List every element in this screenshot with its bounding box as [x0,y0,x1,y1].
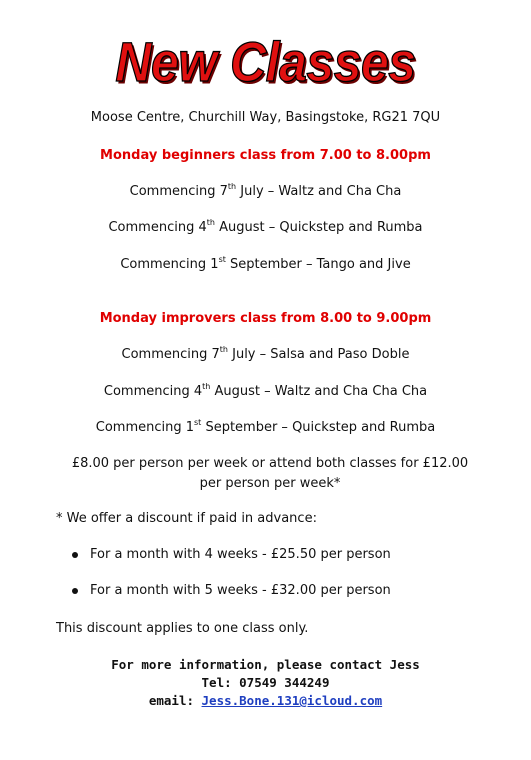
tel-number: 07549 344249 [239,675,330,690]
improvers-session-1: Commencing 7th July – Salsa and Paso Doble [121,344,410,362]
email-link[interactable]: Jess.Bone.131@icloud.com [201,693,383,708]
beginners-session-1: Commencing 7th July – Waltz and Cha Cha [129,181,402,199]
beginners-session-2: Commencing 4th August – Quickstep and Rumba [108,217,423,235]
flyer-title: New Classes [115,30,416,94]
discount-intro: * We offer a discount if paid in advance: [56,511,317,526]
discount-option-1: For a month with 4 weeks - £25.50 per person [90,547,391,562]
discount-option-2: For a month with 5 weeks - £32.00 per person [90,583,391,598]
beginners-heading: Monday beginners class from 7.00 to 8.00pm [100,148,431,163]
discount-note: This discount applies to one class only. [56,621,309,636]
venue-address: Moose Centre, Churchill Way, Basingstoke, RG21 7QU [90,110,441,125]
bullet-dot-2 [72,588,78,594]
improvers-session-2: Commencing 4th August – Waltz and Cha Cha Cha [103,381,428,399]
email-label: email: [148,693,202,708]
pricing-text: £8.00 per person per week or attend both classes for £12.00 per person per week* [71,456,469,491]
improvers-heading: Monday improvers class from 8.00 to 9.00pm [99,311,432,326]
contact-email [0,692,531,709]
contact-line: For more information, please contact Jess [111,657,420,672]
beginners-session-3: Commencing 1st September – Tango and Jive [120,254,411,272]
tel-label: Tel: [201,675,240,690]
bullet-dot-1 [72,552,78,558]
contact-phone [0,674,531,691]
improvers-session-3: Commencing 1st September – Quickstep and Rumba [95,417,436,435]
